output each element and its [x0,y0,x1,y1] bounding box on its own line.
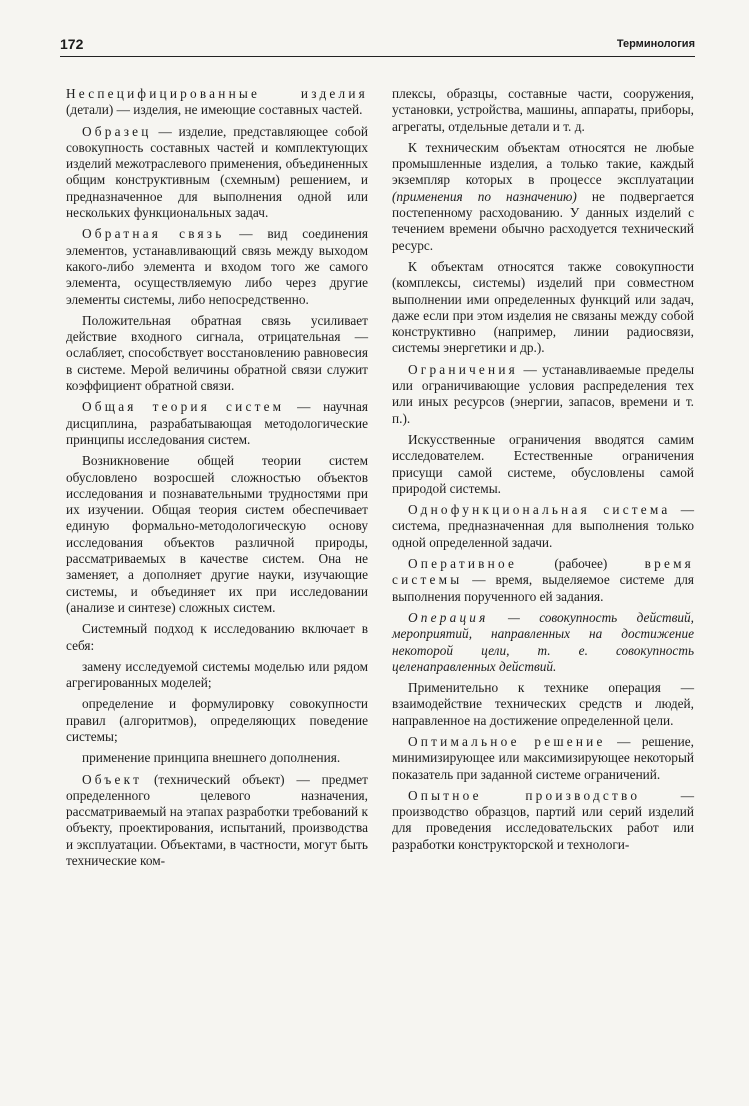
entry-constraints [392,362,694,427]
paragraph [392,140,694,254]
definition: — время, выделяемое системе для выполнения порученного ей задания. [392,572,694,604]
entry-object [66,772,368,870]
entry-unspecified-items [66,86,368,119]
list-item: определение и формулировку совокупности правил (алгоритмов), определяющих поведение системы; [66,696,368,744]
definition: (технический объект) — предмет определенного целевого назначения, рассматриваемый на этапах разработки требований к объекту, проектирования, испытаний, производства и эксплуатации. Объектами, в частности, могут быть технические ком- [66,771,368,869]
list-item: применение принципа внешнего дополнения. [82,750,341,766]
term: Оперативное [408,556,518,572]
term: Неспецифицированные изделия [66,86,368,101]
entry-sample [66,124,368,222]
definition: — устанавливаемые пределы или ограничивающие условия распределения тех или иных ресурсов (энергии, запасов, времени и т. п.). [392,361,694,426]
term: Общая теория систем [82,399,285,415]
term: Обратная связь [82,226,225,242]
paragraph: Искусственные ограничения вводятся самим исследователем. Естественные ограничения присущи самой системе, обусловлены самой природой системы. [392,431,694,496]
definition: — система, предназначенная для выполнения только одной определенной задачи. [392,502,695,550]
entry-pilot-production [392,788,694,853]
definition: — научная дисциплина, разрабатывающая методологические принципы исследования систем. [66,399,368,447]
term: время системы [392,556,694,588]
entry-operational-time [392,556,694,605]
paragraph: Положительная обратная связь усиливает действие входного сигнала, отрицательная — ослабляет, способствует восстановлению равновесия в системе. Мерой величины обратной связи служит коэффициент обратной связи. [66,312,368,394]
definition: — совокупность действий, мероприятий, направленных на достижение некоторой цели, т. е. совокупность целенаправленных действий. [392,609,694,674]
term: Оптимальное решение [408,733,606,749]
paragraph: Системный подход к исследованию включает в себя: [66,621,368,653]
page-number: 172 [60,36,84,52]
page-header [60,32,695,57]
entry-general-systems-theory [66,399,368,448]
term: Операция [408,609,489,625]
paragraph: Возникновение общей теории систем обусловлено возросшей сложностью объектов исследования и познавательными трудностями при их изучении. Общая теория систем обеспечивает единую формально-методологическую основу исследования объектов различной природы, рассматриваемых в качестве систем. Она не заменяет, а дополняет другие науки, изучающие системы, и объединяет их при исследовании (анализе и синтезе) сложных систем. [66,453,368,615]
paragraph: К объектам относятся также совокупности (комплексы, системы) изделий при совместном выполнении ими определенных функций или задач, даже если при этом изделия не связаны между собой конструктивно (например, линии радиосвязи, системы энергетики и др.). [392,258,694,356]
definition: — вид соединения элементов, устанавливающий связь между выходом какого-либо элемента и входом того же самого элемента, осуществляемую либо через другие элементы системы, либо непосредственно. [66,226,368,307]
entry-single-function-system [392,502,694,551]
definition: (детали) — изделия, не имеющие составных частей. [66,102,363,118]
text: К техническим объектам относятся не любые промышленные изделия, а только такие, каждый экземпляр которых в процессе эксплуатации [392,139,694,188]
entry-operation [392,610,694,675]
text: не подвергается постепенному расходованию. У данных изделий с течением времени обычно расходуется технический ресурс. [392,188,694,253]
term: Объект [82,771,143,787]
definition: — изделие, представляющее собой совокупность составных частей и комплектующих изделий межотраслевого применения, объединенных общим конструктивным (схемным) решением, и предназначенное для выполнения одной или нескольких функциональных задач. [66,123,368,221]
term: Образец [82,123,152,139]
text: (рабочее) [517,556,645,572]
definition: — производство образцов, партий или серий изделий для проведения исследовательских работ или разработки конструкторской и технологи- [392,787,694,852]
left-column [66,86,368,874]
term: Ограничения [408,361,518,377]
definition: — решение, минимизирующее или максимизирующее некоторый показатель при заданной системе ограничений. [392,733,694,782]
term: Однофункциональная система [408,502,671,518]
paragraph: плексы, образцы, составные части, сооружения, установки, устройства, машины, аппараты, приборы, агрегаты, отдельные детали и т. д. [392,86,694,134]
paragraph: Применительно к технике операция — взаимодействие технических средств и людей, направленное на достижение определенной цели. [392,680,694,728]
entry-optimal-solution [392,734,694,783]
entry-feedback [66,226,368,307]
list-item: замену исследуемой системы моделью или рядом агрегированных моделей; [66,658,368,691]
running-head: Терминология [616,38,695,50]
italic-text: (применения по назначению) [392,188,577,204]
right-column [392,86,694,858]
term: Опытное производство [408,787,641,803]
